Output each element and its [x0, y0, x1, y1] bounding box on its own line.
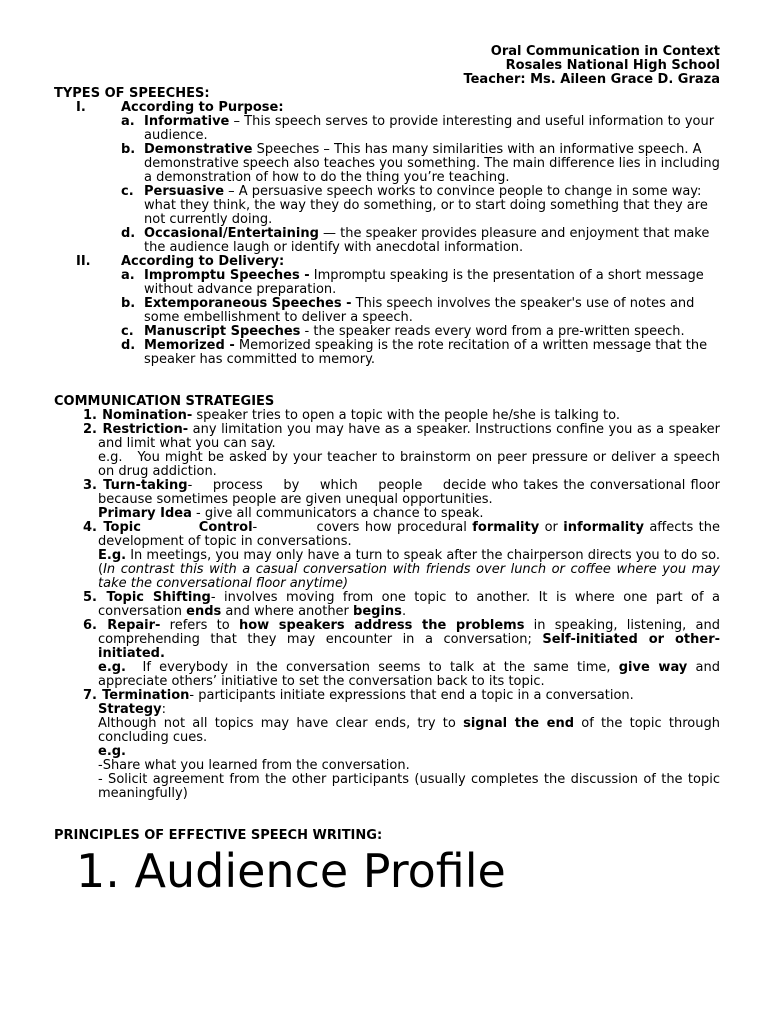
keyword-begins: begins: [353, 604, 402, 619]
item-number: 1.: [83, 408, 97, 423]
document-body: [54, 86, 729, 843]
example-label: E.g.: [98, 548, 127, 563]
definition: Impromptu speaking is the presentation of a short message without advance preparation.: [144, 268, 704, 297]
primary-idea-text: - give all communicators a chance to speak.: [191, 506, 484, 521]
example-bullet: - Solicit agreement from the other participants (usually completes the discussion of the topic meaningfully): [98, 772, 720, 801]
strategy-item-turn-taking: [54, 478, 725, 521]
keyword-formality: formality: [472, 520, 540, 535]
list-letter: b.: [121, 296, 136, 311]
document-header: [463, 45, 720, 87]
list-item: [121, 115, 720, 143]
section-title-strategies: COMMUNICATION STRATEGIES: [54, 394, 275, 409]
term: Persuasive: [144, 184, 225, 199]
term: Nomination-: [102, 408, 193, 423]
heading-audience-profile: 1. Audience Profile: [76, 844, 506, 898]
definition: – This speech serves to provide interesting and useful information to your audience.: [144, 114, 715, 143]
school-name: Rosales National High School: [505, 58, 720, 73]
example-text: If everybody in the conversation seems to talk at the same time,: [126, 660, 619, 675]
item-number: 3.: [83, 478, 97, 493]
teacher-name: Teacher: Ms. Aileen Grace D. Graza: [463, 72, 720, 87]
definition-middle: in speaking, listening, and comprehending that they may encounter in a conversation;: [98, 618, 721, 647]
example-label: e.g.: [98, 660, 126, 675]
definition: Memorized speaking is the rote recitation of a written message that the speaker has committed to memory.: [144, 338, 708, 367]
subsection-delivery: [54, 255, 720, 269]
definition: - the speaker reads every word from a pre-written speech.: [300, 324, 685, 339]
section-title-types: TYPES OF SPEECHES:: [54, 86, 210, 101]
example-italic: In contrast this with a casual conversation with friends over lunch or coffee where you may take the conversational floor anytime): [98, 562, 720, 591]
strategy-colon: :: [161, 702, 166, 717]
item-number: 7.: [83, 688, 97, 703]
list-letter: d.: [121, 338, 136, 353]
term: Restriction-: [102, 422, 189, 437]
example: e.g. You might be asked by your teacher to brainstorm on peer pressure or deliver a speech on drug addiction.: [98, 450, 725, 479]
example-text-end: and appreciate others’ initiative to set the conversation back to its topic.: [98, 660, 721, 689]
roman-numeral: I.: [76, 100, 86, 115]
strategy-item-restriction: [54, 422, 725, 479]
term: Occasional/Entertaining: [144, 226, 319, 241]
definition: - covers how procedural: [252, 520, 473, 535]
roman-numeral: II.: [76, 254, 91, 269]
term: Impromptu Speeches -: [144, 268, 310, 283]
term: Informative: [144, 114, 230, 129]
list-letter: a.: [121, 268, 135, 283]
definition: speaker tries to open a topic with the people he/she is talking to.: [192, 408, 620, 423]
definition: Speeches – This has many similarities with an informative speech. A demonstrative speech also teaches you something. The main difference lies in including a demonstration of how to do the thing you’re teaching.: [144, 142, 720, 185]
strategy-item-repair: [54, 619, 720, 689]
item-number: 6.: [83, 618, 97, 633]
subsection-purpose: [54, 101, 720, 115]
strategy-text: Although not all topics may have clear ends, try to: [98, 716, 464, 731]
course-title: Oral Communication in Context: [490, 44, 720, 59]
list-item: [121, 325, 720, 339]
definition: - involves moving from one topic to another. It is where one part of a conversation: [98, 590, 720, 619]
keyword-informality: informality: [563, 520, 644, 535]
term: Repair-: [107, 618, 161, 633]
keyword-self-initiated: Self-initiated or other-initiated.: [98, 632, 720, 661]
item-number: 2.: [83, 422, 97, 437]
definition-connector: or: [539, 520, 564, 535]
strategy-item-topic-control: [54, 520, 729, 591]
definition: - participants initiate expressions that end a topic in a conversation.: [189, 688, 634, 703]
example-label: e.g.: [98, 744, 126, 759]
strategy-item-termination: [54, 689, 720, 801]
section-title-principles: PRINCIPLES OF EFFECTIVE SPEECH WRITING:: [54, 828, 383, 843]
definition-end: affects the development of topic in conversations.: [98, 520, 720, 549]
keyword-give-way: give way: [618, 660, 688, 675]
definition: This speech involves the speaker's use of notes and some embellishment to deliver a speech.: [144, 296, 695, 325]
definition-end: .: [401, 604, 407, 619]
list-item: [121, 297, 720, 325]
item-number: 4.: [83, 520, 97, 535]
term: Demonstrative: [144, 142, 253, 157]
example-bullet: -Share what you learned from the conversation.: [98, 758, 410, 773]
subsection-label: According to Purpose:: [121, 100, 284, 115]
list-letter: d.: [121, 226, 136, 241]
term: Termination: [102, 688, 190, 703]
keyword-address-problems: how speakers address the problems: [238, 618, 525, 633]
list-letter: a.: [121, 114, 135, 129]
term: Extemporaneous Speeches -: [144, 296, 352, 311]
strategy-text-end: of the topic through concluding cues.: [98, 716, 720, 745]
keyword-ends: ends: [186, 604, 222, 619]
list-letter: c.: [121, 324, 134, 339]
primary-idea-label: Primary Idea: [98, 506, 192, 521]
definition: refers to: [160, 618, 239, 633]
keyword-signal-end: signal the end: [463, 716, 575, 731]
definition: — the speaker provides pleasure and enjoyment that make the audience laugh or identify with anecdotal information.: [144, 226, 710, 255]
definition-connector: and where another: [221, 604, 354, 619]
term: Topic Shifting: [106, 590, 211, 605]
list-item: [121, 269, 720, 297]
definition: – A persuasive speech works to convince people to change in some way: what they think, the way they do something, or to start doing something that they are not currently doing.: [144, 184, 708, 227]
definition: any limitation you may have as a speaker. Instructions confine you as a speaker and limit what you can say.: [98, 422, 721, 451]
subsection-label: According to Delivery:: [121, 254, 285, 269]
list-item: [121, 185, 720, 227]
definition: - process by which people decide who takes the conversational floor because sometimes people are given unequal opportunities.: [98, 478, 725, 507]
list-item: [121, 339, 720, 367]
list-item: [121, 227, 720, 255]
example-text: In meetings, you may only have a turn to speak after the chairperson directs you to do so. (: [98, 548, 729, 577]
term: Manuscript Speeches: [144, 324, 301, 339]
strategy-item-nomination: [54, 409, 720, 423]
list-item: [121, 143, 720, 185]
term: Topic Control: [103, 520, 253, 535]
term: Turn-taking: [103, 478, 188, 493]
item-number: 5.: [83, 590, 97, 605]
strategy-item-topic-shifting: [54, 591, 720, 619]
list-letter: c.: [121, 184, 134, 199]
strategy-label: Strategy: [98, 702, 162, 717]
term: Memorized -: [144, 338, 235, 353]
list-letter: b.: [121, 142, 136, 157]
